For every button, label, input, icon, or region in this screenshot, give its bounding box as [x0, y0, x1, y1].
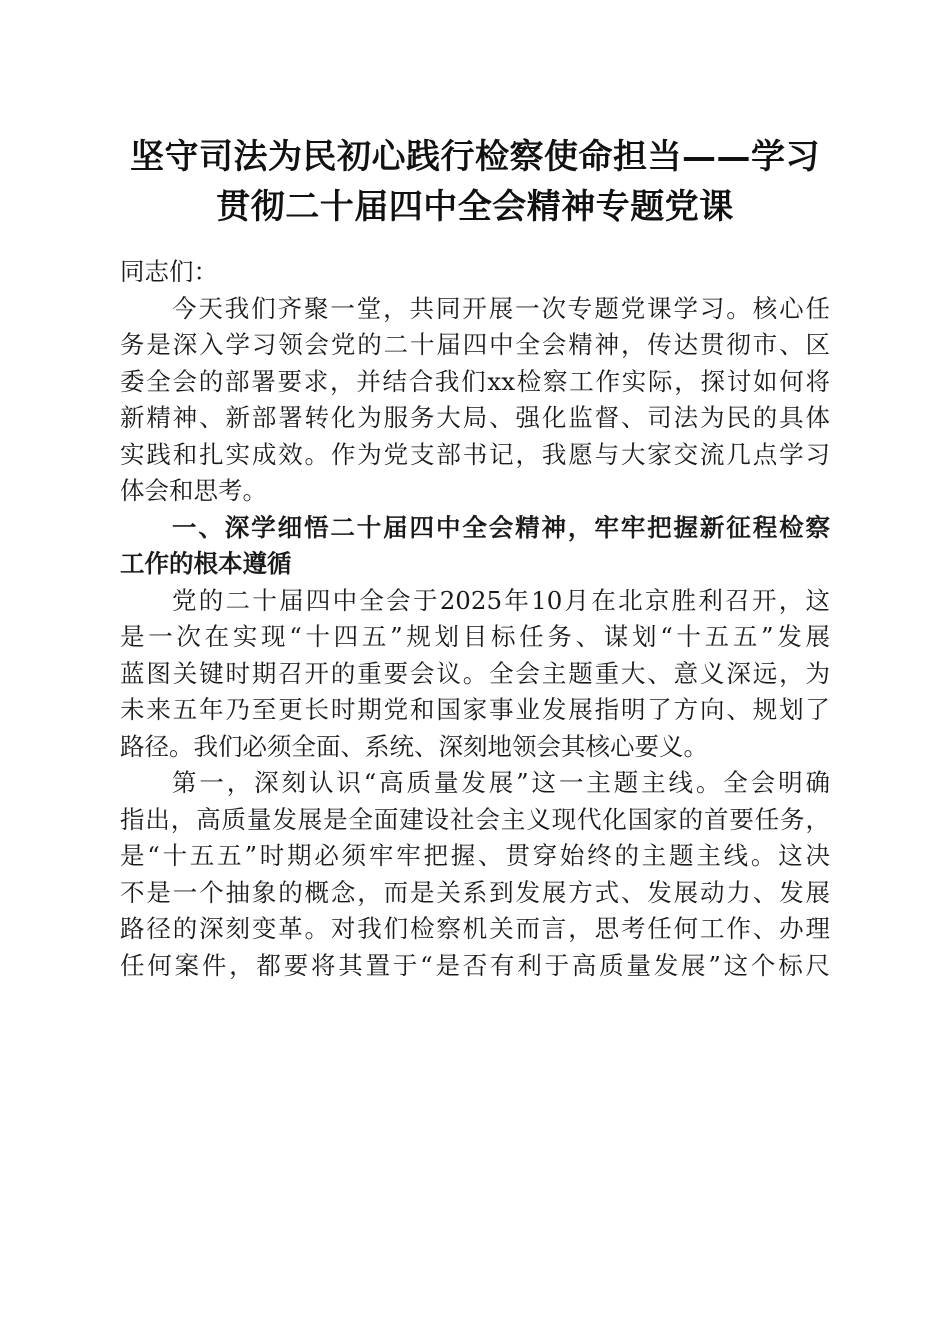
paragraph-line: 是“十五五”时期必须牢牢把握、贯穿始终的主题主线。这决 — [120, 841, 830, 870]
paragraph-line: 务是深入学习领会党的二十届四中全会精神，传达贯彻市、区 — [120, 330, 830, 359]
section-1-paragraph-1 — [120, 583, 830, 766]
paragraph-line: 指出，高质量发展是全面建设社会主义现代化国家的首要任务， — [120, 804, 830, 834]
paragraph-line: 蓝图关键时期召开的重要会议。全会主题重大、意义深远，为 — [120, 658, 830, 688]
section-1-paragraph-2 — [120, 765, 830, 984]
heading-line: 工作的根本遵循 — [120, 549, 292, 578]
salutation: 同志们： — [120, 257, 218, 286]
paragraph-line: 委全会的部署要求，并结合我们xx检察工作实际，探讨如何将 — [120, 366, 830, 396]
paragraph-line: 路径。我们必须全面、系统、深刻地领会其核心要义。 — [120, 731, 708, 761]
paragraph-line: 体会和思考。 — [120, 476, 267, 505]
title-line-2: 贯彻二十届四中全会精神专题党课 — [216, 187, 734, 227]
paragraph-line: 第一，深刻认识“高质量发展”这一主题主线。全会明确 — [172, 768, 830, 797]
paragraph-line: 新精神、新部署转化为服务大局、强化监督、司法为民的具体 — [120, 403, 830, 432]
document-title — [110, 132, 840, 232]
paragraph-line: 实践和扎实成效。作为党支部书记，我愿与大家交流几点学习 — [120, 439, 830, 469]
heading-line: 一、深学细悟二十届四中全会精神，牢牢把握新征程检察 — [172, 512, 830, 542]
paragraph-line: 今天我们齐聚一堂，共同开展一次专题党课学习。核心任 — [172, 293, 830, 323]
paragraph-line: 党的二十届四中全会于2025年10月在北京胜利召开，这 — [172, 585, 830, 615]
section-heading-1 — [120, 510, 830, 583]
document-body — [120, 254, 830, 984]
paragraph-line: 未来五年乃至更长时期党和国家事业发展指明了方向、规划了 — [120, 695, 830, 724]
paragraph-line: 不是一个抽象的概念，而是关系到发展方式、发展动力、发展 — [120, 877, 830, 907]
title-line-1: 坚守司法为民初心践行检察使命担当——学习 — [130, 137, 820, 177]
paragraph-line: 任何案件，都要将其置于“是否有利于高质量发展”这个标尺 — [120, 950, 830, 980]
intro-paragraph — [120, 291, 830, 510]
paragraph-line: 路径的深刻变革。对我们检察机关而言，思考任何工作、办理 — [120, 914, 830, 943]
paragraph-line: 是一次在实现“十四五”规划目标任务、谋划“十五五”发展 — [120, 622, 830, 651]
